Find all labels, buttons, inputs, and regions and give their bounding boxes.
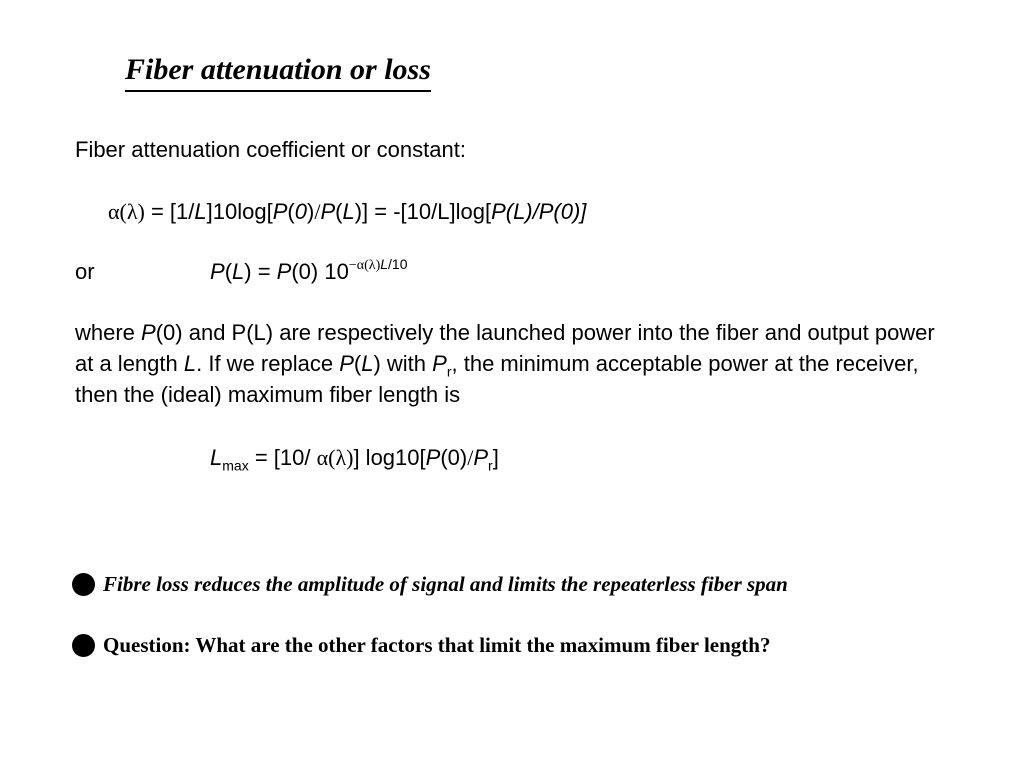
eq1-part3: ] = -[10/L]log[ <box>362 199 492 224</box>
equation-max-length: $L_{max} = [10/$ α(λ)] $\log 10[P(0)/P_r]$ <box>210 445 499 474</box>
eq1-P2: P <box>320 199 336 224</box>
eq3-part2: ] log10[ <box>353 445 426 470</box>
bullet-question <box>72 630 770 660</box>
bullet-text: Fibre loss reduces the amplitude of signal and limits the repeaterless fiber span <box>103 572 788 596</box>
eq1-part1: = [1/ <box>144 199 195 224</box>
eq2-exponent: −α(λ)L/10 <box>348 255 408 273</box>
eq1-L: L <box>194 199 207 224</box>
bullet-dot-icon <box>72 634 95 657</box>
eq3-slash: / <box>467 445 474 470</box>
explanation-paragraph: where P(0) and P(L) are respectively the launched power into the fiber and output power at a length L. If we replace P(L) with $P_r$, the minimum acceptable power at the receiver, then the (ideal) maximum fiber length is <box>75 320 935 407</box>
eq1-P: P <box>272 199 288 224</box>
eq2-P: P <box>210 259 225 284</box>
equation-power: P(L) = P(0) $10^{-\alpha(\lambda)L/10}$ <box>210 255 408 284</box>
eq3-part1: = [10/ <box>248 445 317 470</box>
eq1-slash: / <box>314 199 321 224</box>
eq1-part2: ]10log[ <box>206 199 273 224</box>
eq1-zero: 0 <box>294 199 307 224</box>
eq3-part5: ] <box>492 445 499 470</box>
slide-title: Fiber attenuation or loss <box>125 50 431 92</box>
eq2-L: L <box>232 259 245 284</box>
eq2-equals: ) = <box>244 259 277 284</box>
paren-close: ) <box>137 199 145 224</box>
coefficient-heading: Fiber attenuation coefficient or constant: <box>75 137 466 162</box>
eq3-L: L <box>210 445 223 470</box>
equation-attenuation: α(λ) = [1/L]10log[P(0)/P(L)] = -[10/L]log[P(L)/P(0)] <box>108 199 587 224</box>
eq2-p0-ten: (0) 10 <box>291 259 349 284</box>
eq1-ratio: P(L)/P(0)] <box>491 199 587 224</box>
eq3-sub-max: max <box>222 457 249 474</box>
bullet-fibre-loss <box>72 569 788 599</box>
eq3-part3: (0) <box>440 445 468 470</box>
alpha-symbol: α <box>108 199 120 224</box>
paren-open: ( <box>119 199 127 224</box>
bullet-dot-icon <box>72 573 95 596</box>
eq2-P-rhs: P <box>276 259 292 284</box>
bullet-text: Question: What are the other factors that limit the maximum fiber length? <box>103 633 771 657</box>
or-label: or <box>75 259 95 284</box>
lambda-symbol: λ <box>126 199 138 224</box>
eq1-L2: L <box>342 199 355 224</box>
